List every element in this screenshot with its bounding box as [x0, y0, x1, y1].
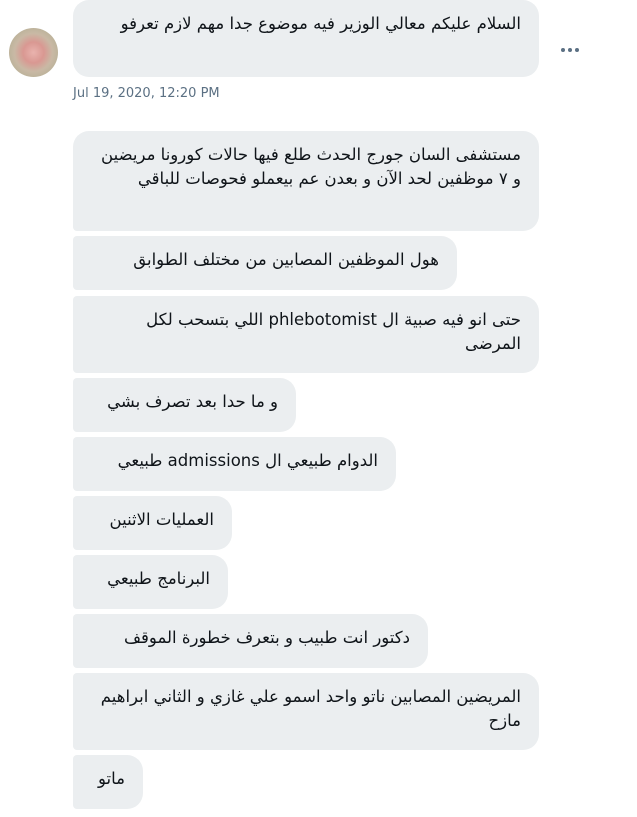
message-timestamp: Jul 19, 2020, 12:20 PM — [73, 86, 220, 101]
message-bubble[interactable] — [73, 755, 143, 809]
message-text: السلام عليكم معالي الوزير فيه موضوع جدا مهم لازم تعرفو — [120, 14, 521, 33]
message-text: هول الموظفين المصابين من مختلف الطوابق — [133, 250, 439, 269]
more-options-icon[interactable] — [558, 44, 582, 56]
message-bubble[interactable] — [73, 296, 539, 373]
message-bubble[interactable] — [73, 673, 539, 750]
message-bubble[interactable] — [73, 496, 232, 550]
message-text: المريضين المصابين ناتو واحد اسمو علي غازي و الثاني ابراهيم مازح — [100, 687, 521, 730]
message-bubble[interactable] — [73, 555, 228, 609]
message-bubble[interactable] — [73, 131, 539, 231]
message-text: دكتور انت طبيب و بتعرف خطورة الموقف — [123, 628, 410, 647]
message-text: مستشفى السان جورج الحدث طلع فيها حالات كورونا مريضين و ٧ موظفين لحد الآن و بعدن عم بيعملو فحوصات للباقي — [101, 145, 521, 188]
message-bubble[interactable] — [73, 378, 296, 432]
message-bubble[interactable] — [73, 437, 396, 491]
message-text: العمليات الاثنين — [109, 510, 214, 529]
message-text: و ما حدا بعد تصرف بشي — [107, 392, 278, 411]
message-text: حتى انو فيه صبية ال phlebotomist اللي بتسحب لكل المرضى — [146, 310, 521, 353]
sender-avatar[interactable] — [9, 28, 58, 77]
message-text: ماتو — [98, 769, 125, 788]
message-bubble[interactable] — [73, 614, 428, 668]
message-text: الدوام طبيعي ال admissions طبيعي — [117, 451, 378, 470]
message-bubble[interactable] — [73, 236, 457, 290]
message-bubble[interactable] — [73, 0, 539, 77]
message-text: البرنامج طبيعي — [107, 569, 210, 588]
